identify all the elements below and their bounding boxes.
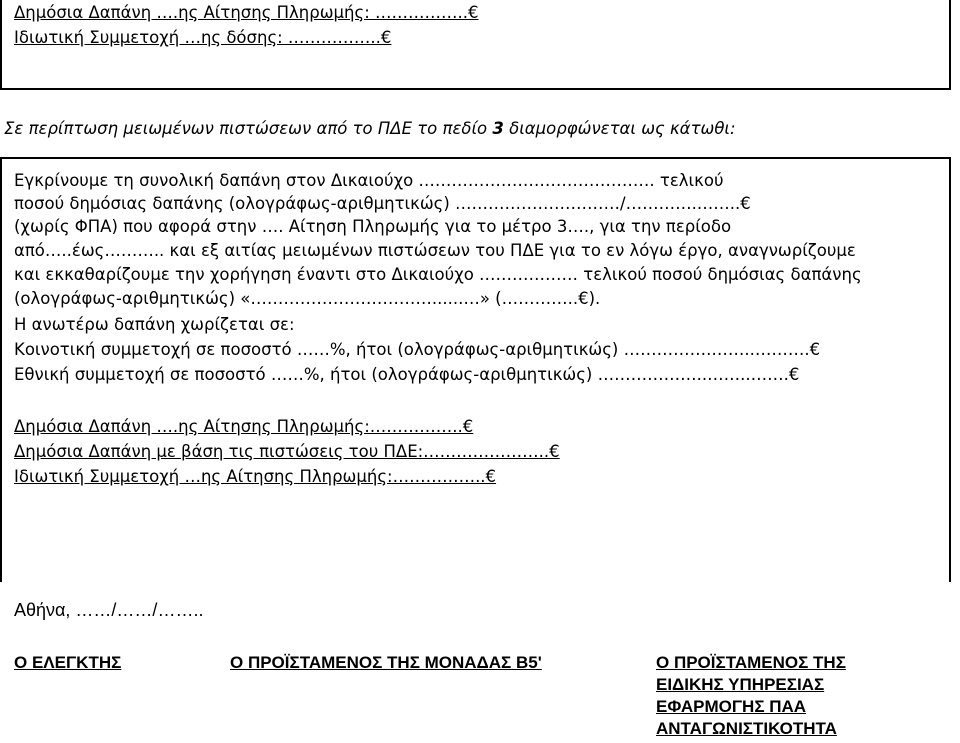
approval-line-3: (χωρίς ΦΠΑ) που αφορά στην …. Αίτηση Πληρωμής για το μέτρο 3…., για την περίοδο [14, 217, 732, 236]
signature-service-head-line-3: ΕΦΑΡΜΟΓΗΣ ΠΑΑ [656, 697, 807, 716]
private-contribution-line: Ιδιωτική Συμμετοχή …ης δόσης: ……………..€ [14, 28, 392, 47]
note-suffix: διαμορφώνεται ως κάτωθι: [503, 119, 736, 138]
signature-service-head [656, 652, 846, 740]
breakdown-heading: Η ανωτέρω δαπάνη χωρίζεται σε: [14, 315, 295, 334]
reduced-credits-note [4, 119, 736, 138]
approval-line-2: ποσού δημόσιας δαπάνης (ολογράφως-αριθμητικώς) …………………………/………….……..€ [14, 194, 751, 213]
signature-controller: Ο ΕΛΕΓΚΤΗΣ [14, 653, 122, 672]
summary-public-expense: Δημόσια Δαπάνη ….ης Αίτησης Πληρωμής:……………..€ [14, 417, 474, 436]
national-share-line: Εθνική συμμετοχή σε ποσοστό ……%, ήτοι (ολογράφως-αριθμητικώς) ………………..……..…….€ [14, 365, 800, 384]
public-expense-line: Δημόσια Δαπάνη ….ης Αίτησης Πληρωμής: ……………..€ [14, 3, 479, 22]
signature-service-head-line-2: ΕΙΔΙΚΗΣ ΥΠΗΡΕΣΙΑΣ [656, 675, 825, 694]
note-prefix: Σε περίπτωση μειωμένων πιστώσεων από το ΠΔΕ το πεδίο [4, 119, 493, 138]
approval-line-6: (ολογράφως-αριθμητικώς) «……………………………......…» (…………..€). [14, 289, 601, 308]
summary-private-contribution: Ιδιωτική Συμμετοχή …ης Αίτησης Πληρωμής:……………..€ [14, 467, 497, 486]
approval-line-1: Εγκρίνουμε τη συνολική δαπάνη στον Δικαιούχο ……………………………………. τελικού [14, 171, 724, 190]
signature-service-head-line-1: Ο ΠΡΟΪΣΤΑΜΕΝΟΣ ΤΗΣ [656, 653, 846, 672]
community-share-line: Κοινοτική συμμετοχή σε ποσοστό ……%, ήτοι (ολογράφως-αριθμητικώς) …………….……..……….€ [14, 340, 821, 359]
approval-line-5: και εκκαθαρίζουμε την χορήγηση έναντι στο Δικαιούχο ……………… τελικού ποσού δημόσιας δαπάνης [14, 265, 862, 284]
top-box [0, 0, 951, 90]
note-field-number: 3 [492, 119, 504, 138]
date-line: Αθήνα, ……/……/…….. [14, 600, 204, 620]
signature-service-head-line-4: ΑΝΤΑΓΩΝΙΣΤΙΚΟΤΗΤΑ [656, 719, 837, 738]
signature-unit-head: Ο ΠΡΟΪΣΤΑΜΕΝΟΣ ΤΗΣ ΜΟΝΑΔΑΣ Β5' [230, 653, 542, 672]
summary-public-expense-pde: Δημόσια Δαπάνη με βάση τις πιστώσεις του ΠΔΕ:…………………..€ [14, 442, 560, 461]
approval-line-4: από…..έως……….. και εξ αιτίας μειωμένων πιστώσεων του ΠΔΕ για το εν λόγω έργο, αναγνωρίζουμε [14, 241, 856, 260]
